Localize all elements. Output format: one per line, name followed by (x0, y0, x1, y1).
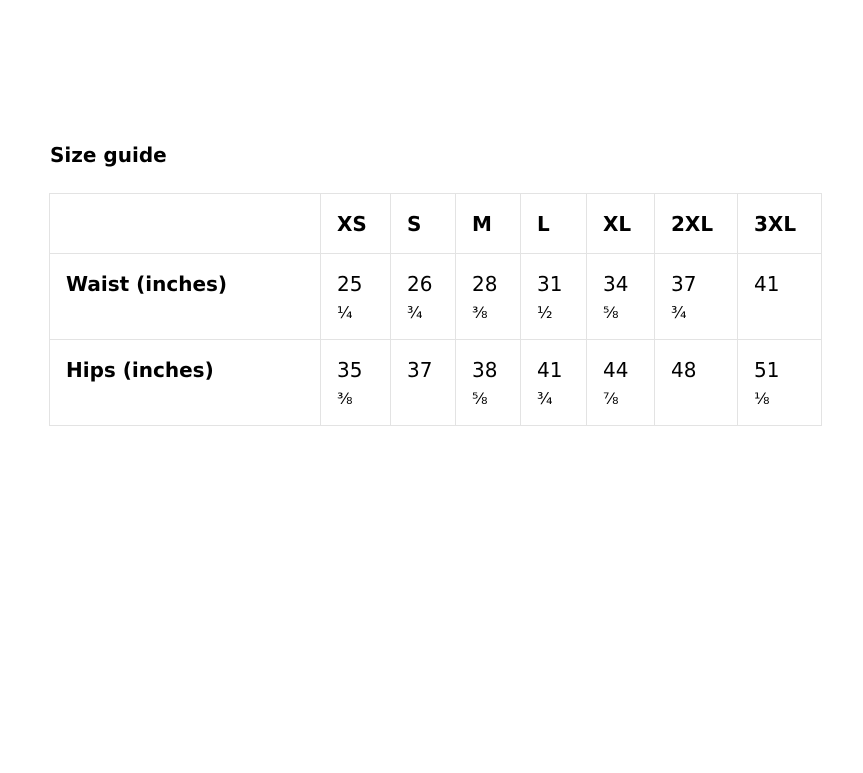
hips-2xl-cell: 48 (655, 340, 738, 426)
waist-m-cell: 28 ⅜ (456, 254, 521, 340)
header-size-l: L (521, 194, 587, 254)
table-header-row (50, 194, 822, 254)
header-size-xl: XL (587, 194, 655, 254)
hips-l-cell: 41 ¾ (521, 340, 587, 426)
header-empty-cell (50, 194, 321, 254)
table-row-hips (50, 340, 822, 426)
hips-xs-cell: 35 ⅜ (321, 340, 391, 426)
header-size-3xl: 3XL (738, 194, 822, 254)
waist-l-cell: 31 ½ (521, 254, 587, 340)
header-size-2xl: 2XL (655, 194, 738, 254)
waist-s-cell: 26 ¾ (391, 254, 456, 340)
waist-xl-cell: 34 ⅝ (587, 254, 655, 340)
waist-3xl-cell: 41 (738, 254, 822, 340)
hips-m-cell: 38 ⅝ (456, 340, 521, 426)
table-row-waist (50, 254, 822, 340)
row-label-hips: Hips (inches) (50, 340, 321, 426)
page-title: Size guide (50, 143, 167, 167)
hips-3xl-cell: 51 ⅛ (738, 340, 822, 426)
header-size-s: S (391, 194, 456, 254)
waist-xs-cell: 25 ¼ (321, 254, 391, 340)
header-size-m: M (456, 194, 521, 254)
waist-2xl-cell: 37 ¾ (655, 254, 738, 340)
size-guide-table (49, 193, 822, 426)
row-label-waist: Waist (inches) (50, 254, 321, 340)
header-size-xs: XS (321, 194, 391, 254)
hips-s-cell: 37 (391, 340, 456, 426)
hips-xl-cell: 44 ⅞ (587, 340, 655, 426)
